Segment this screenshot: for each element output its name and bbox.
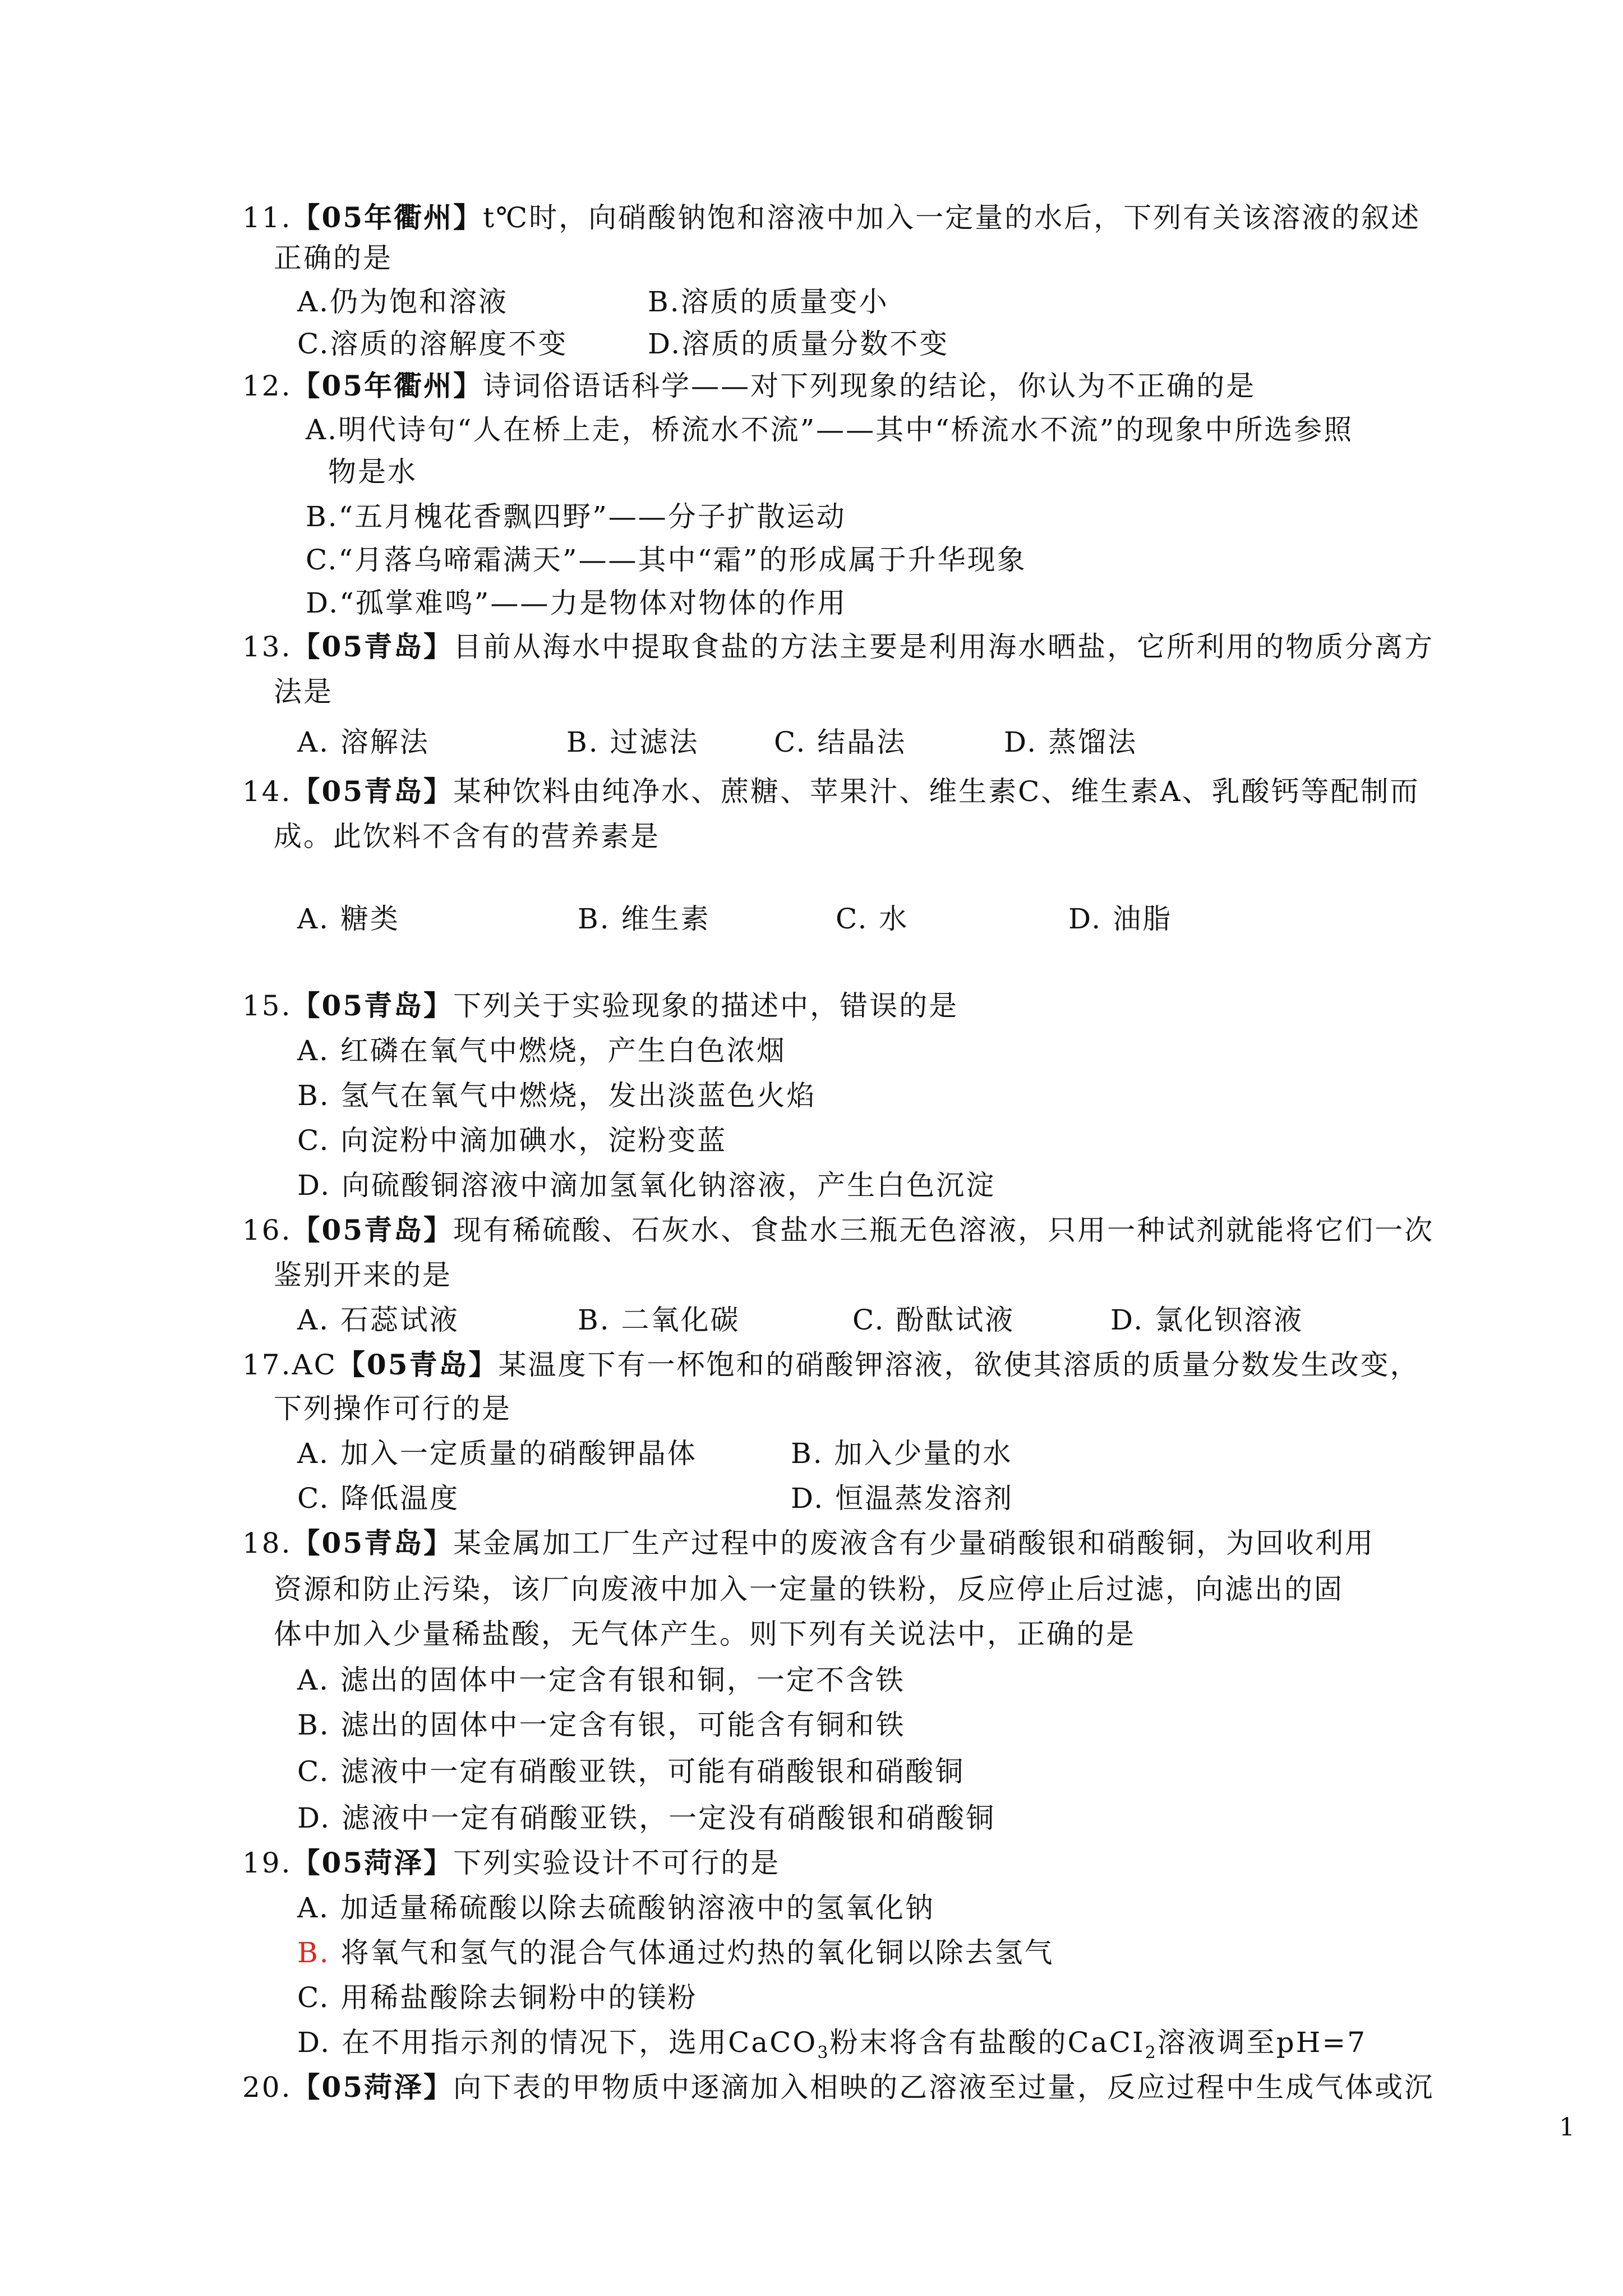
option-d: D. 油脂 bbox=[1068, 903, 1173, 935]
option-d: D. 氯化钡溶液 bbox=[1110, 1304, 1304, 1336]
page-number: 1 bbox=[1559, 2113, 1575, 2142]
question-11-line-2: 正确的是 bbox=[274, 242, 393, 274]
option-c: C. 结晶法 bbox=[774, 726, 907, 758]
question-stem: 下列实验设计不可行的是 bbox=[453, 1847, 781, 1879]
option-a: A. 糖类 bbox=[297, 903, 400, 935]
question-18-line-3: 体中加入少量稀盐酸，无气体产生。则下列有关说法中，正确的是 bbox=[274, 1618, 1136, 1650]
question-source-tag: 【05青岛】 bbox=[292, 989, 454, 1022]
option-b: B.溶质的质量变小 bbox=[648, 286, 889, 318]
option-b: B. 氢气在氧气中燃烧，发出淡蓝色火焰 bbox=[297, 1079, 817, 1112]
question-source-tag: 【05年衢州】 bbox=[292, 369, 483, 402]
question-source-tag: 【05青岛】 bbox=[336, 1348, 499, 1381]
question-14-line-2: 成。此饮料不含有的营养素是 bbox=[274, 820, 660, 853]
option-c: C.溶质的溶解度不变 bbox=[297, 328, 568, 360]
option-d: D.“孤掌难鸣”——力是物体对物体的作用 bbox=[306, 587, 847, 619]
option-a: A. 石蕊试液 bbox=[297, 1304, 459, 1336]
option-b: B. 二氧化碳 bbox=[578, 1304, 740, 1336]
question-stem: 现有稀硫酸、石灰水、食盐水三瓶无色溶液，只用一种试剂就能将它们一次 bbox=[453, 1214, 1435, 1246]
question-number: 13. bbox=[242, 631, 292, 663]
option-a: A. 加适量稀硫酸以除去硫酸钠溶液中的氢氧化钠 bbox=[297, 1892, 935, 1924]
question-17-line-2: 下列操作可行的是 bbox=[274, 1392, 511, 1425]
question-20-line-1 bbox=[242, 2069, 1434, 2106]
question-stem: 诗词俗语话科学——对下列现象的结论，你认为不正确的是 bbox=[483, 370, 1256, 402]
question-15-line-1 bbox=[242, 987, 958, 1024]
option-a: A. 加入一定质量的硝酸钾晶体 bbox=[297, 1437, 697, 1470]
question-source-tag: 【05青岛】 bbox=[292, 1213, 454, 1246]
question-stem: 目前从海水中提取食盐的方法主要是利用海水晒盐，它所利用的物质分离方 bbox=[453, 631, 1435, 663]
option-a: A.仍为饱和溶液 bbox=[297, 286, 509, 318]
option-d: D. 恒温蒸发溶剂 bbox=[791, 1482, 1014, 1515]
option-d-text-1: D. 在不用指示剂的情况下，选用CaCO bbox=[297, 2026, 818, 2059]
question-17-line-1 bbox=[242, 1346, 1420, 1383]
answer-prefix: AC bbox=[292, 1349, 337, 1381]
question-number: 20. bbox=[242, 2071, 292, 2104]
option-b-text: 将氧气和氢气的混合气体通过灼热的氧化铜以除去氢气 bbox=[330, 1936, 1054, 1969]
question-number: 16. bbox=[242, 1214, 292, 1246]
question-13-line-2: 法是 bbox=[274, 675, 333, 708]
option-d: D. 蒸馏法 bbox=[1004, 726, 1138, 758]
option-b: B. 维生素 bbox=[578, 903, 711, 935]
question-source-tag: 【05菏泽】 bbox=[292, 1846, 454, 1879]
question-stem: 向下表的甲物质中逐滴加入相映的乙溶液至过量，反应过程中生成气体或沉 bbox=[453, 2071, 1435, 2104]
question-11-line-1 bbox=[242, 199, 1421, 236]
option-d: D. 向硫酸铜溶液中滴加氢氧化钠溶液，产生白色沉淀 bbox=[297, 1169, 996, 1202]
option-a-continued: 物是水 bbox=[328, 455, 417, 488]
option-a: A. 红磷在氧气中燃烧，产生白色浓烟 bbox=[297, 1034, 786, 1067]
question-source-tag: 【05青岛】 bbox=[292, 1526, 454, 1559]
question-number: 18. bbox=[242, 1527, 292, 1559]
question-stem: 某温度下有一杯饱和的硝酸钾溶液，欲使其溶质的质量分数发生改变， bbox=[498, 1349, 1420, 1381]
question-19-line-1 bbox=[242, 1844, 780, 1881]
option-d-text-2: 粉末将含有盐酸的CaCI bbox=[829, 2026, 1145, 2059]
question-stem: 某种饮料由纯净水、蔗糖、苹果汁、维生素C、维生素A、乳酸钙等配制而 bbox=[453, 775, 1420, 808]
option-b-letter-highlighted: B. bbox=[297, 1936, 330, 1969]
question-number: 14. bbox=[242, 775, 292, 808]
question-number: 12. bbox=[242, 370, 292, 402]
question-number: 19. bbox=[242, 1847, 292, 1879]
option-c: C. 滤液中一定有硝酸亚铁，可能有硝酸银和硝酸铜 bbox=[297, 1755, 965, 1788]
question-16-line-2: 鉴别开来的是 bbox=[274, 1259, 452, 1291]
option-c: C. 水 bbox=[836, 903, 909, 935]
question-stem: 下列关于实验现象的描述中，错误的是 bbox=[453, 990, 959, 1022]
option-b bbox=[297, 1934, 1054, 1971]
option-b: B. 过滤法 bbox=[566, 726, 699, 758]
subscript: 2 bbox=[1145, 2043, 1158, 2063]
question-source-tag: 【05菏泽】 bbox=[292, 2070, 454, 2104]
option-d bbox=[297, 2024, 1367, 2072]
option-c: C. 降低温度 bbox=[297, 1482, 460, 1515]
option-c: C.“月落乌啼霜满天”——其中“霜”的形成属于升华现象 bbox=[306, 544, 1027, 576]
option-b: B. 加入少量的水 bbox=[791, 1437, 1013, 1470]
option-b: B. 滤出的固体中一定含有银，可能含有铜和铁 bbox=[297, 1709, 906, 1741]
question-18-line-2: 资源和防止污染，该厂向废液中加入一定量的铁粉，反应停止后过滤，向滤出的固 bbox=[274, 1573, 1344, 1605]
question-number: 17. bbox=[242, 1349, 292, 1381]
option-a: A. 溶解法 bbox=[297, 726, 430, 758]
question-16-line-1 bbox=[242, 1212, 1434, 1249]
option-c: C. 酚酞试液 bbox=[852, 1304, 1015, 1336]
option-d: D. 滤液中一定有硝酸亚铁，一定没有硝酸银和硝酸铜 bbox=[297, 1802, 996, 1834]
question-source-tag: 【05青岛】 bbox=[292, 630, 454, 663]
question-12-line-1 bbox=[242, 367, 1256, 404]
question-18-line-1 bbox=[242, 1525, 1375, 1562]
question-14-line-1 bbox=[242, 773, 1420, 810]
subscript: 3 bbox=[817, 2043, 830, 2063]
question-number: 11. bbox=[242, 201, 292, 234]
option-d: D.溶质的质量分数不变 bbox=[648, 328, 949, 360]
option-c: C. 用稀盐酸除去铜粉中的镁粉 bbox=[297, 1981, 698, 2014]
question-number: 15. bbox=[242, 990, 292, 1022]
option-c: C. 向淀粉中滴加碘水，淀粉变蓝 bbox=[297, 1124, 727, 1157]
question-source-tag: 【05青岛】 bbox=[292, 775, 454, 808]
option-d-text-3: 溶液调至pH=7 bbox=[1157, 2026, 1367, 2059]
question-stem: 某金属加工厂生产过程中的废液含有少量硝酸银和硝酸铜，为回收利用 bbox=[453, 1527, 1375, 1559]
option-b: B.“五月槐花香飘四野”——分子扩散运动 bbox=[306, 500, 846, 533]
option-a: A. 滤出的固体中一定含有银和铜，一定不含铁 bbox=[297, 1664, 905, 1696]
question-stem: t℃时，向硝酸钠饱和溶液中加入一定量的水后，下列有关该溶液的叙述 bbox=[483, 201, 1421, 234]
option-a: A.明代诗句“人在桥上走，桥流水不流”——其中“桥流水不流”的现象中所选参照 bbox=[306, 413, 1354, 446]
question-13-line-1 bbox=[242, 628, 1434, 665]
question-source-tag: 【05年衢州】 bbox=[292, 201, 483, 234]
